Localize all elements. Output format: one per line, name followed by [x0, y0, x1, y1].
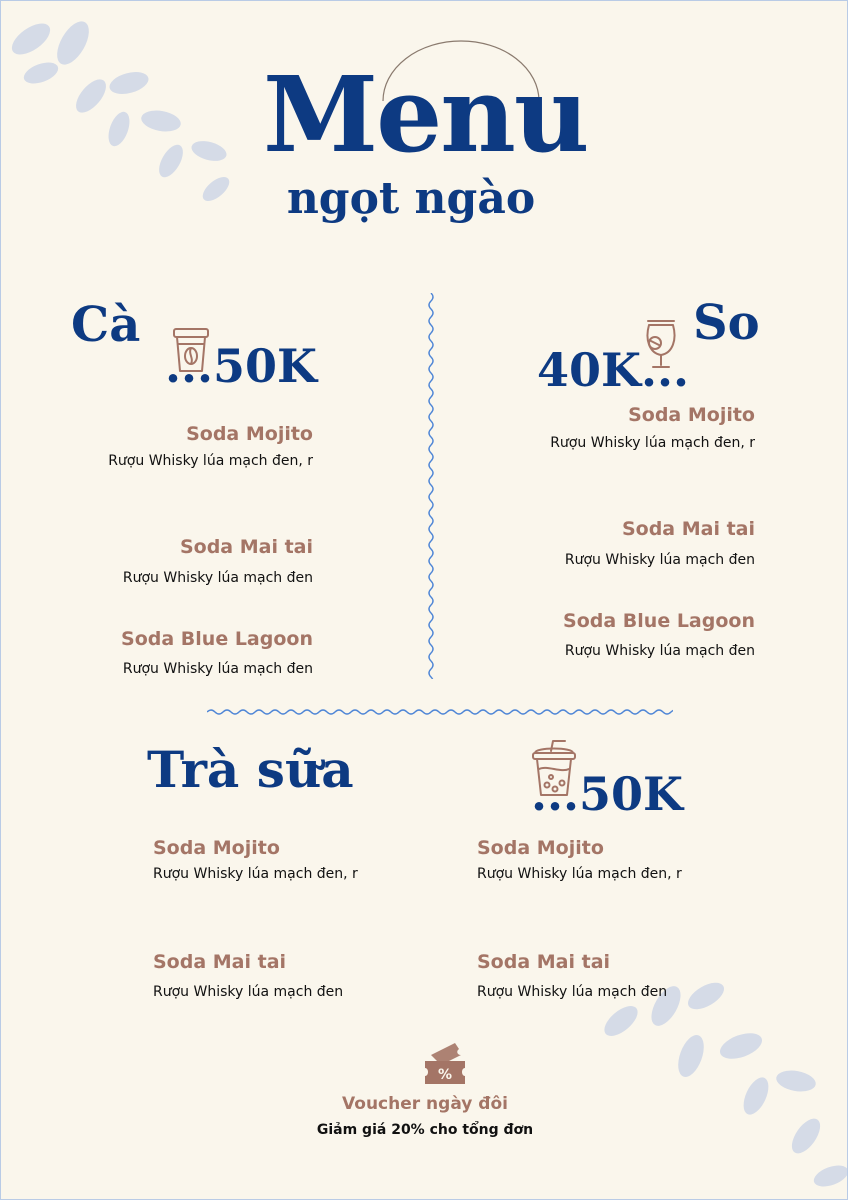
voucher-title: Voucher ngày đôi — [342, 1094, 508, 1114]
menu-item-desc: Rượu Whisky lúa mạch đen — [564, 552, 755, 568]
menu-item-desc: Rượu Whisky lúa mạch đen — [477, 984, 668, 1000]
price-tra-sua: ...50K — [531, 767, 684, 821]
price-so: 40K... — [537, 343, 690, 397]
menu-item-name: Soda Mai tai — [477, 951, 611, 973]
menu-item-name: Soda Mai tai — [153, 951, 287, 973]
menu-item-name: Soda Mojito — [153, 837, 280, 859]
menu-item-desc: Rượu Whisky lúa mạch đen — [122, 661, 313, 677]
menu-item-name: Soda Blue Lagoon — [563, 610, 755, 632]
menu-item-desc: Rượu Whisky lúa mạch đen — [153, 984, 344, 1000]
menu-item-desc: Rượu Whisky lúa mạch đen — [122, 570, 313, 586]
voucher-desc: Giảm giá 20% cho tổng đơn — [316, 1122, 534, 1138]
menu-item-name: Soda Mojito — [477, 837, 604, 859]
section-title-tra-sua: Trà sữa — [147, 740, 354, 799]
leaf-decoration-top-left — [1, 1, 261, 221]
horizontal-wavy-divider — [207, 705, 673, 719]
menu-item-name: Soda Mai tai — [621, 518, 755, 540]
menu-item-name: Soda Mojito — [628, 404, 755, 426]
menu-item-name: Soda Blue Lagoon — [121, 628, 313, 650]
menu-item-desc: Rượu Whisky lúa mạch đen, r — [108, 453, 313, 469]
menu-item-name: Soda Mojito — [186, 423, 313, 445]
menu-item-desc: Rượu Whisky lúa mạch đen, r — [477, 866, 682, 882]
menu-item-desc: Rượu Whisky lúa mạch đen — [564, 643, 755, 659]
page-subtitle: ngọt ngào — [286, 173, 536, 224]
menu-item-desc: Rượu Whisky lúa mạch đen, r — [153, 866, 358, 882]
menu-item-desc: Rượu Whisky lúa mạch đen, r — [550, 435, 755, 451]
page-title: Menu — [263, 53, 588, 176]
price-ca: ...50K — [165, 339, 318, 393]
section-title-so: So — [693, 295, 760, 351]
vertical-wavy-divider — [424, 293, 438, 679]
section-title-ca: Cà — [71, 297, 141, 353]
menu-item-name: Soda Mai tai — [179, 536, 313, 558]
svg-text:%: % — [437, 1067, 453, 1083]
ticket-percent-icon — [421, 1041, 469, 1087]
